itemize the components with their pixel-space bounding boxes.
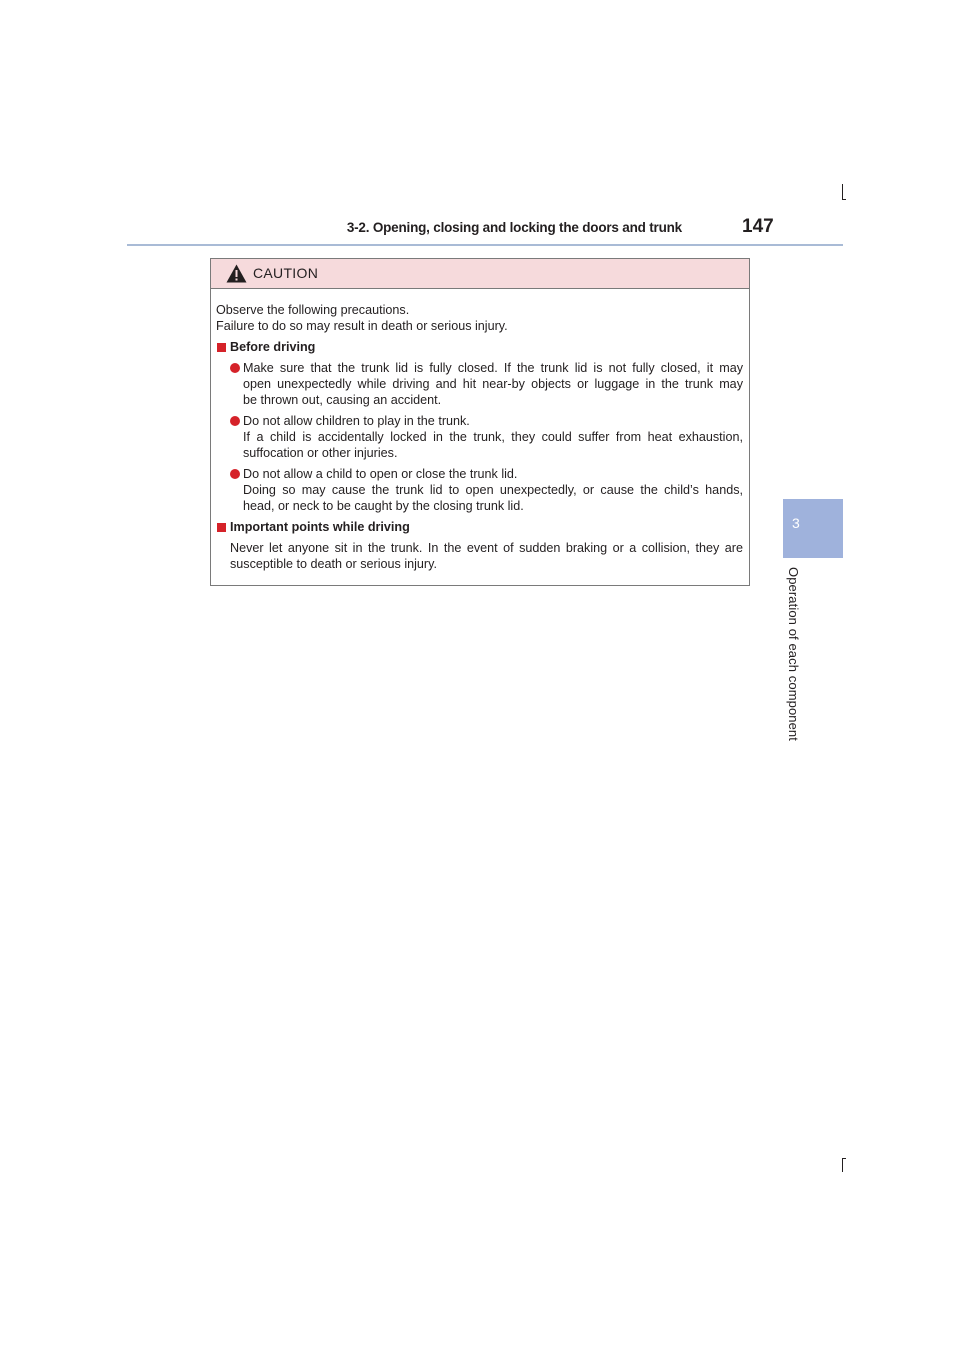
list-item — [216, 413, 743, 461]
section-title: 3-2. Opening, closing and locking the doors and trunk — [346, 220, 682, 235]
red-circle-icon — [230, 363, 240, 373]
intro-line: Observe the following precautions. — [216, 303, 410, 317]
section-heading-text: Important points while driving — [230, 520, 410, 534]
red-circle-icon — [230, 469, 240, 479]
red-square-icon — [217, 523, 226, 532]
chapter-number: 3 — [792, 515, 800, 531]
crop-mark-bottom — [842, 1158, 843, 1172]
caution-intro — [216, 302, 743, 334]
crop-mark-top — [842, 184, 843, 200]
bullet-line: Doing so may cause the trunk lid to open unexpectedly, or cause the child’s hands, — [243, 483, 743, 497]
caution-box — [210, 258, 750, 586]
warning-triangle-icon — [226, 264, 247, 283]
header-rule — [127, 244, 843, 246]
bullet-line: head, or neck to be caught by the closing trunk lid. — [243, 499, 524, 513]
bullet-line: Do not allow children to play in the trunk. — [243, 414, 470, 428]
bullet-line: suffocation or other injuries. — [243, 446, 398, 460]
caution-body — [211, 289, 749, 572]
caution-title: CAUTION — [253, 265, 319, 281]
caution-header — [211, 259, 749, 289]
section-heading-before-driving — [216, 339, 743, 355]
list-item — [216, 360, 743, 408]
bullet-line: be thrown out, causing an accident. — [243, 393, 442, 407]
bullet-line: Do not allow a child to open or close the trunk lid. — [243, 467, 518, 481]
paragraph-line: susceptible to death or serious injury. — [230, 557, 437, 571]
intro-line: Failure to do so may result in death or serious injury. — [216, 319, 508, 333]
red-circle-icon — [230, 416, 240, 426]
red-square-icon — [217, 343, 226, 352]
chapter-title: Operation of each component — [786, 567, 801, 741]
section-heading-text: Before driving — [230, 340, 316, 354]
section-paragraph — [216, 540, 743, 572]
page-number: 147 — [742, 216, 774, 237]
section-heading-important-points — [216, 519, 743, 535]
bullet-line: If a child is accidentally locked in the trunk, they could suffer from heat exhaustion, — [243, 430, 743, 444]
list-item — [216, 466, 743, 514]
bullet-line: Make sure that the trunk lid is fully closed. If the trunk lid is not fully closed, it may — [243, 361, 743, 375]
paragraph-line: Never let anyone sit in the trunk. In the event of sudden braking or a collision, they are — [230, 541, 743, 555]
bullet-line: open unexpectedly while driving and hit near-by objects or luggage in the trunk may — [243, 377, 743, 391]
chapter-tab — [783, 499, 843, 558]
